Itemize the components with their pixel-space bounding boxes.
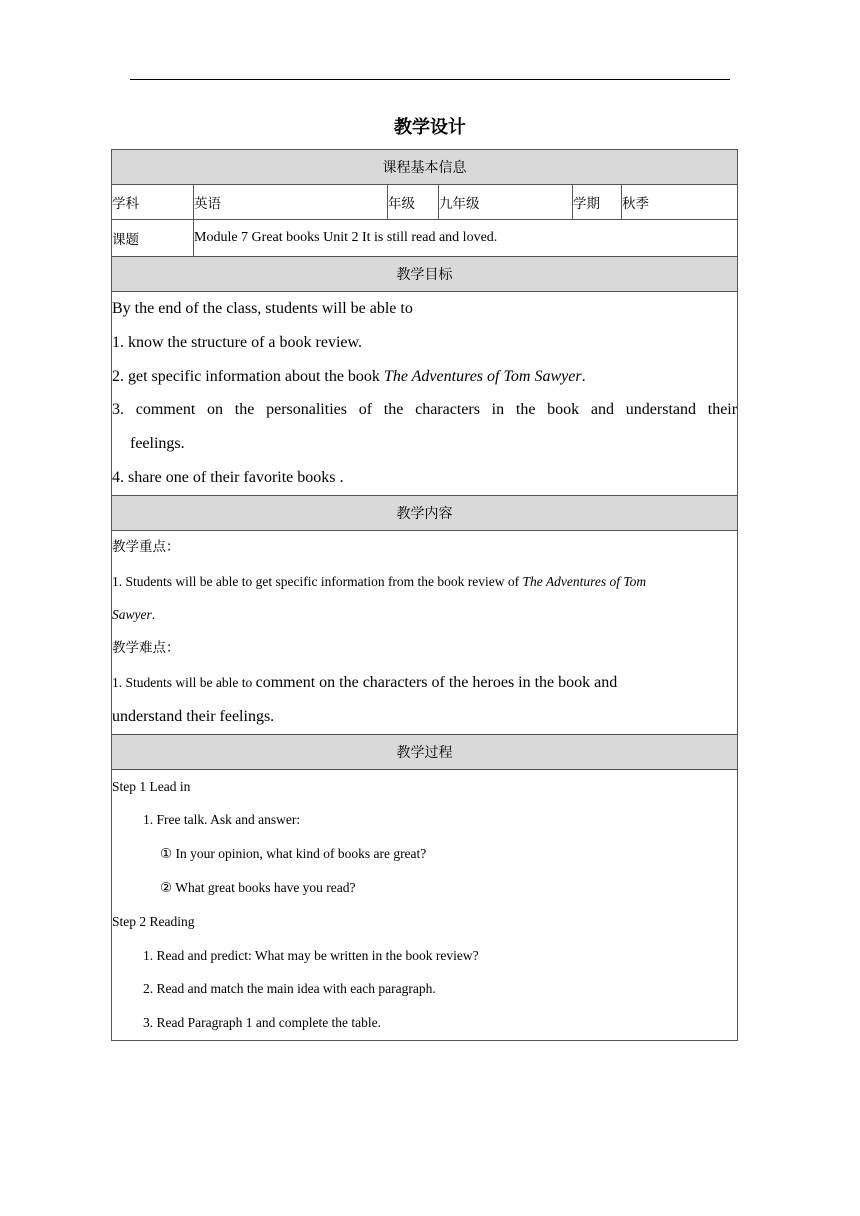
topic-value: Module 7 Great books Unit 2 It is still read and loved. xyxy=(194,220,738,257)
section-process: 教学过程 xyxy=(112,734,738,769)
book-title: The Adventures of Tom Sawyer xyxy=(383,367,582,385)
objective-item-2-end: . xyxy=(581,367,586,385)
key-point-1 xyxy=(112,565,737,599)
term-label: 学期 xyxy=(573,185,622,220)
document-title: 教学设计 xyxy=(394,117,466,138)
step-2-heading: Step 2 Reading xyxy=(112,913,195,929)
step-2-item-1: 1. Read and predict: What may be written in the book review? xyxy=(143,947,479,963)
step-2-item-2: 2. Read and match the main idea with each paragraph. xyxy=(143,981,436,997)
objective-item-2-text: 2. get specific information about the book xyxy=(112,367,384,385)
objectives-cell xyxy=(112,292,738,496)
key-point-1-text: 1. Students will be able to get specific information from the book review of xyxy=(112,573,523,589)
objective-item-1: 1. know the structure of a book review. xyxy=(112,333,362,351)
difficult-point-1-continued: understand their feelings. xyxy=(112,707,275,725)
objective-item-3: 3. comment on the personalities of the characters in the book and understand their xyxy=(112,401,738,419)
section-basic-info: 课程基本信息 xyxy=(112,150,738,185)
key-point-book-title-end: Sawyer xyxy=(112,607,152,623)
step-1-heading: Step 1 Lead in xyxy=(112,778,191,794)
difficult-point-1 xyxy=(112,666,737,700)
process-cell xyxy=(112,769,738,1040)
section-content: 教学内容 xyxy=(112,495,738,530)
objective-item-4: 4. share one of their favorite books . xyxy=(112,468,344,486)
key-point-1-end: . xyxy=(151,607,156,623)
difficult-points-label: 教学难点： xyxy=(112,640,180,657)
grade-label: 年级 xyxy=(388,185,439,220)
topic-label: 课题 xyxy=(112,220,194,257)
difficult-point-1-text: comment on the characters of the heroes in the book and xyxy=(255,673,618,691)
key-points-label: 教学重点： xyxy=(112,538,180,555)
content-cell xyxy=(112,530,738,734)
objectives-intro: By the end of the class, students will be able to xyxy=(112,300,413,317)
objective-item-2 xyxy=(112,360,737,394)
key-point-book-title: The Adventures of Tom xyxy=(522,573,647,589)
subject-value: 英语 xyxy=(194,185,388,220)
step-2-item-3: 3. Read Paragraph 1 and complete the table. xyxy=(143,1015,382,1031)
key-point-1-continued xyxy=(112,598,737,632)
header-rule xyxy=(130,79,730,80)
section-objectives: 教学目标 xyxy=(112,257,738,292)
lesson-plan-table xyxy=(111,149,738,1041)
difficult-point-1-lead: 1. Students will be able to xyxy=(112,674,256,690)
step-1-question-2: ② What great books have you read? xyxy=(160,879,356,895)
term-value: 秋季 xyxy=(622,185,738,220)
step-1-item-1: 1. Free talk. Ask and answer: xyxy=(143,812,301,828)
step-1-question-1: ① In your opinion, what kind of books are great? xyxy=(160,846,427,862)
grade-value: 九年级 xyxy=(439,185,573,220)
objective-item-3-continued: feelings. xyxy=(130,435,185,453)
subject-label: 学科 xyxy=(112,185,194,220)
